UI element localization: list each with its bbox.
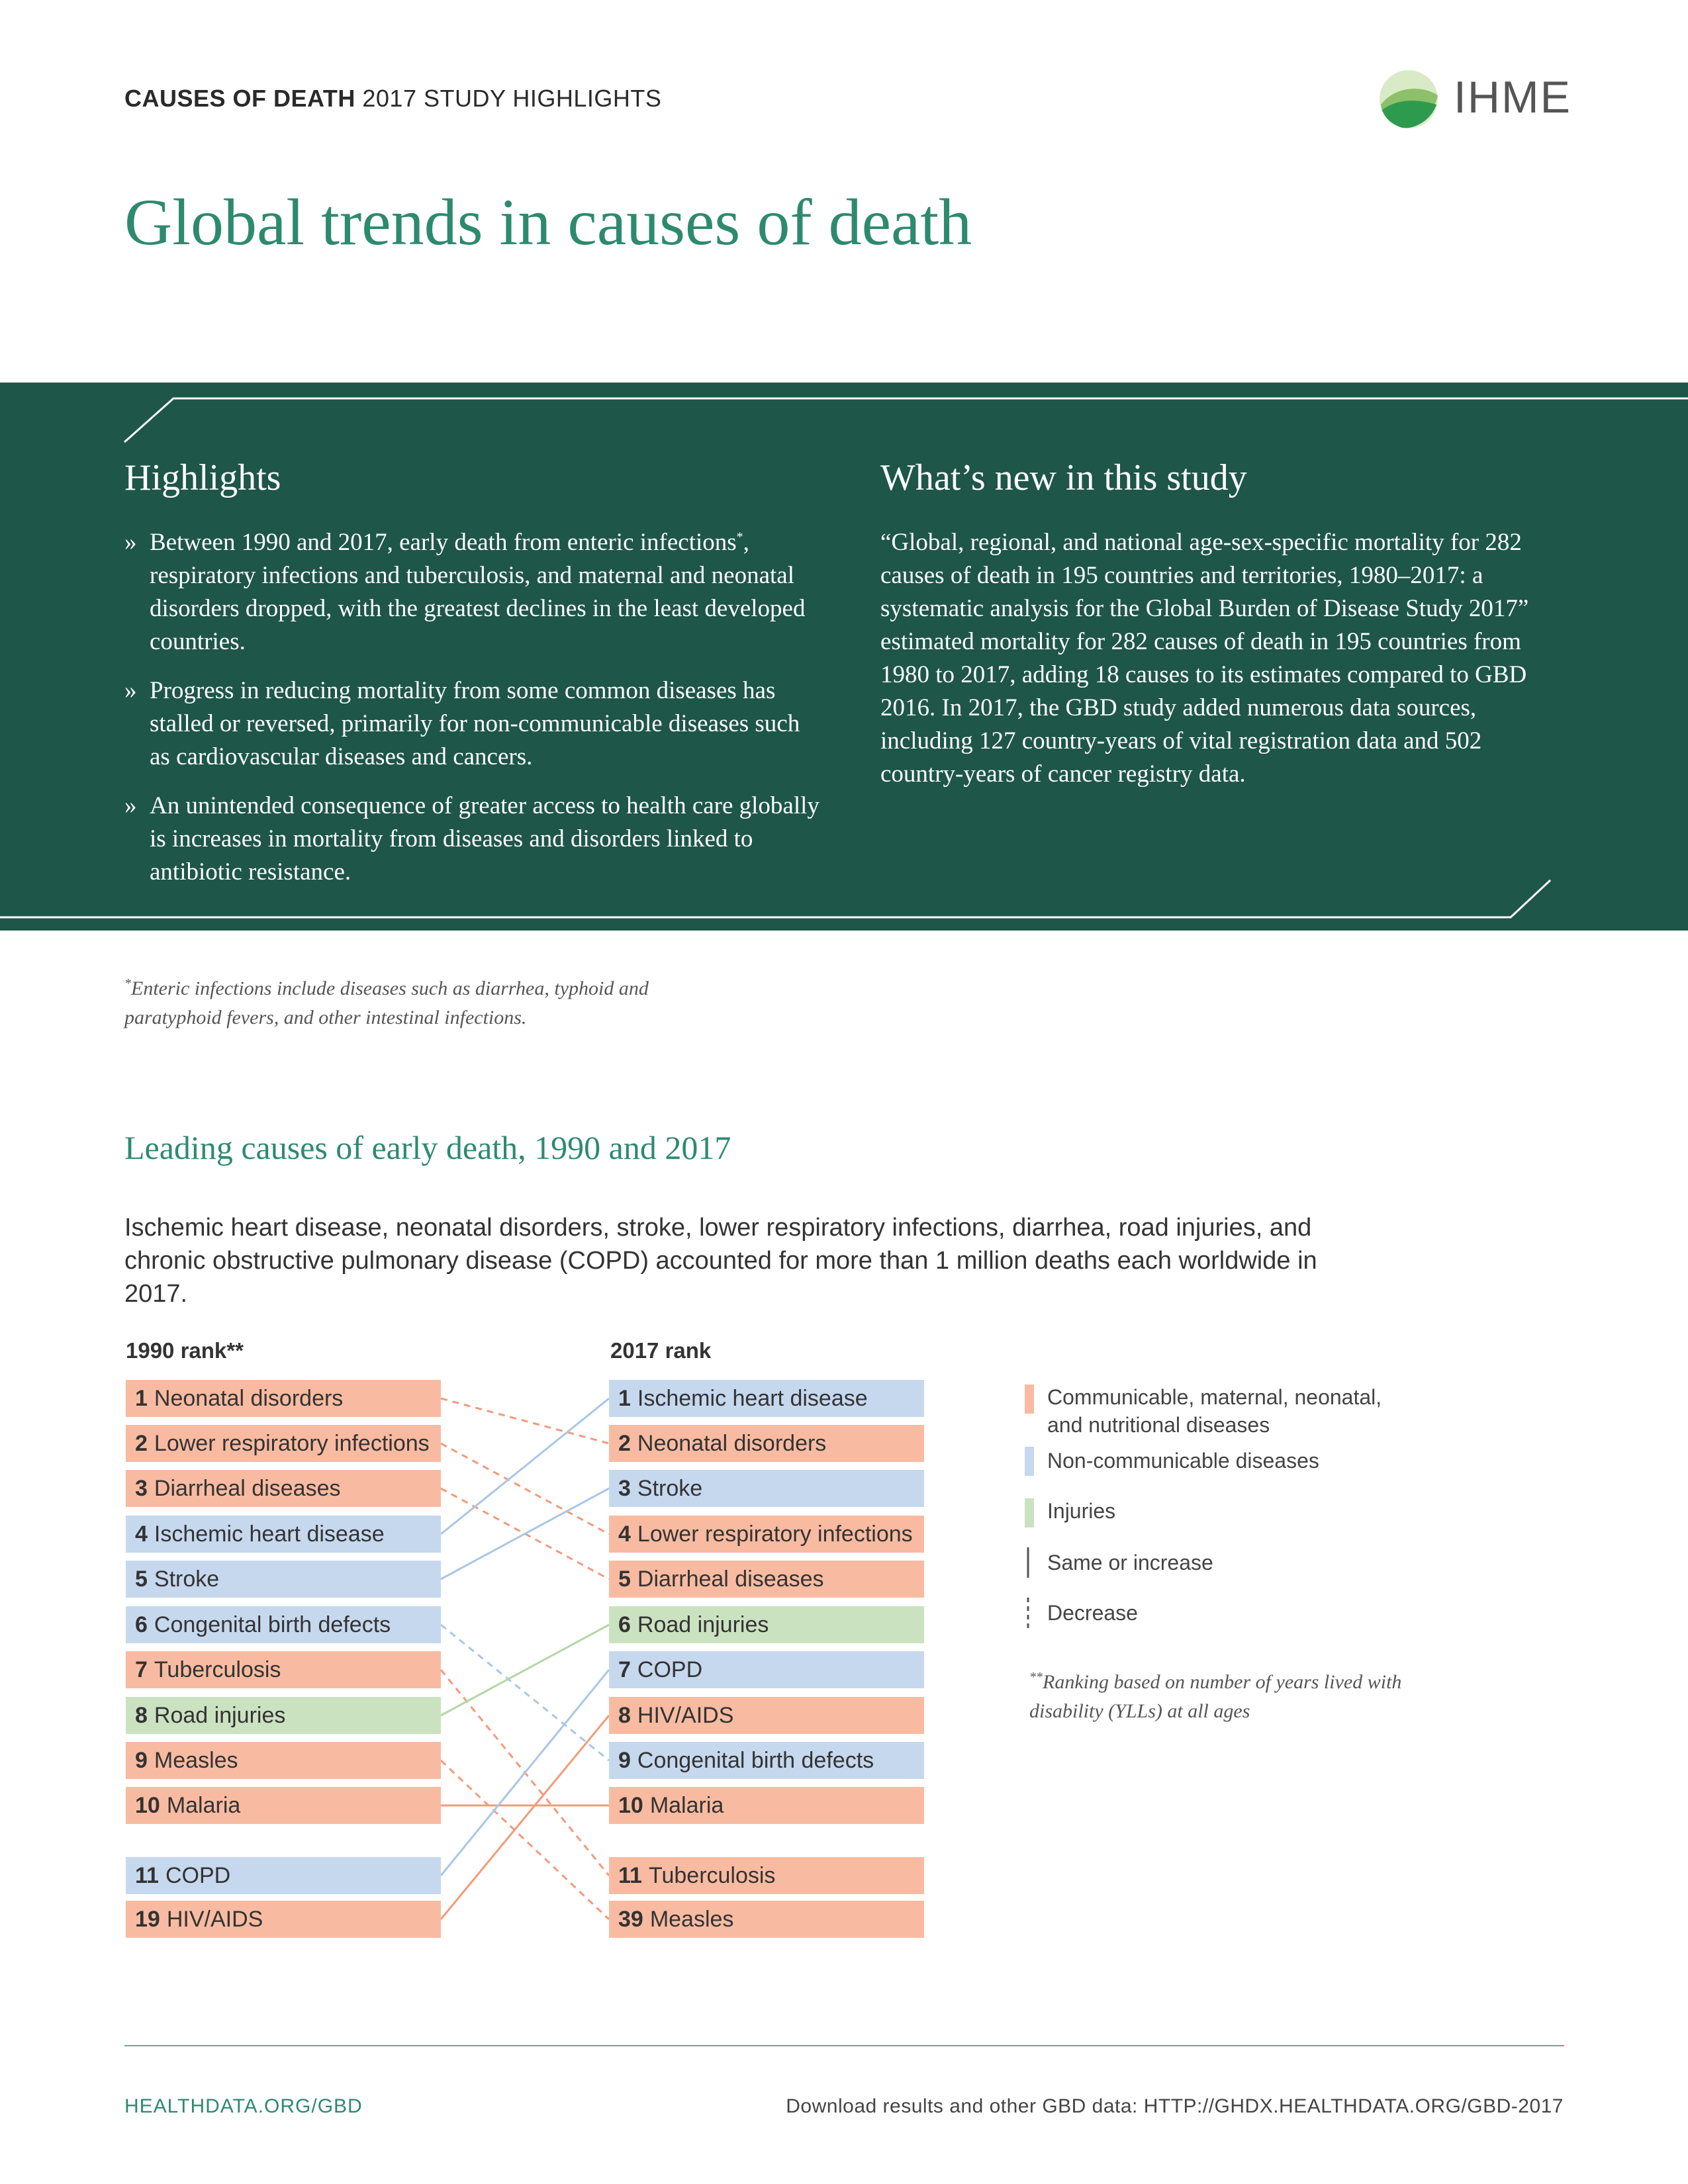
connector-neonatal-disorders [441, 1398, 609, 1443]
connector-congenital-birth-defects [441, 1625, 609, 1760]
rank-box-rank_1990-7 [126, 1651, 441, 1688]
column-header-2017: 2017 rank [610, 1338, 712, 1363]
footer-link-gbd[interactable]: HEALTHDATA.ORG/GBD [124, 2095, 363, 2117]
footer-download-text[interactable]: Download results and other GBD data: HTTP://GHDX.HEALTHDATA.ORG/GBD-2017 [786, 2095, 1564, 2117]
cause-label: Tuberculosis [154, 1657, 281, 1682]
rank-box-rank_1990-6 [126, 1606, 441, 1643]
connector-ischemic-heart-disease [441, 1398, 609, 1534]
cause-label: Lower respiratory infections [637, 1522, 913, 1547]
rank-number: 2 [135, 1431, 148, 1456]
rank-box-rank_2017-11 [609, 1857, 924, 1894]
rank-number: 2 [618, 1431, 631, 1456]
footnote-mark: * [736, 529, 743, 545]
cause-label: COPD [165, 1863, 231, 1888]
rank-number: 5 [618, 1567, 631, 1592]
cause-label: Road injuries [637, 1612, 769, 1637]
rank-number: 39 [618, 1907, 643, 1932]
footnote: *Enteric infections include diseases such as diarrhea, typhoid and paratyphoid fevers, and other intestinal infections. [124, 976, 649, 1028]
rank-box-rank_1990-2 [126, 1425, 441, 1462]
legend-dashed-line-icon [1023, 1598, 1033, 1628]
ranking-note: **Ranking based on number of years lived with disability (YLLs) at all ages [1029, 1670, 1402, 1722]
rank-box-rank_1990-10 [126, 1787, 441, 1824]
rank-box-rank_1990-11 [126, 1857, 441, 1894]
section-title: Leading causes of early death, 1990 and 2017 [124, 1129, 731, 1166]
rank-box-rank_1990-4 [126, 1516, 441, 1553]
cause-label: HIV/AIDS [166, 1907, 263, 1932]
page-title: Global trends in causes of death [124, 185, 972, 259]
rank-box-rank_2017-2 [609, 1425, 924, 1462]
column-header-1990: 1990 rank** [126, 1338, 244, 1363]
rank-box-rank_2017-10 [609, 1787, 924, 1824]
legend-label-communicable: Communicable, maternal, neonatal, and nutritional diseases [1047, 1385, 1382, 1437]
bullet-icon: » [124, 529, 137, 556]
cause-label: COPD [637, 1657, 703, 1682]
series-label: CAUSES OF DEATH 2017 STUDY HIGHLIGHTS [124, 85, 662, 112]
rank-box-rank_1990-9 [126, 1742, 441, 1779]
connector-lower-respiratory-infections [441, 1443, 609, 1534]
rank-number: 3 [135, 1476, 148, 1501]
cause-label: Congenital birth defects [637, 1748, 874, 1773]
rank-number: 3 [618, 1476, 631, 1501]
rank-box-rank_1990-19 [126, 1901, 441, 1938]
cause-label: Tuberculosis [648, 1863, 776, 1888]
rank-number: 4 [618, 1522, 631, 1547]
rank-number: 1 [618, 1386, 631, 1411]
footer-divider [124, 2045, 1564, 2046]
rank-number: 10 [618, 1793, 643, 1818]
bullet-icon: » [124, 677, 137, 704]
cause-label: Ischemic heart disease [637, 1386, 868, 1411]
whats-new-heading: What’s new in this study [880, 457, 1247, 498]
cause-label: Neonatal disorders [154, 1386, 344, 1411]
whats-new-body: “Global, regional, and national age-sex-specific mortality for 282 causes of death in 195 countries and territories, 1980–2017: a systematic analysis for the Global Burden of Disease Study 2017” estimated mortality for 282 causes of death in 195 countries from 1980 to 2017, adding 18 causes to its estimates compared to GBD 2016. In 2017, the GBD study added numerous data sources, including 127 country-years of vital registration data and 502 country-years of cancer registry data. [880, 529, 1529, 788]
rank-box-rank_2017-4 [609, 1516, 924, 1553]
cause-label: Diarrheal diseases [154, 1476, 341, 1501]
highlights-heading: Highlights [124, 457, 281, 498]
rank-number: 7 [135, 1657, 148, 1682]
cause-label: Measles [649, 1907, 734, 1932]
legend-swatch-communicable [1025, 1385, 1034, 1414]
legend-label-ncd: Non-communicable diseases [1047, 1449, 1319, 1473]
legend-label-decrease: Decrease [1047, 1601, 1138, 1625]
rank-box-rank_2017-7 [609, 1651, 924, 1688]
rank-number: 19 [135, 1907, 160, 1932]
connector-hiv-aids [441, 1715, 609, 1919]
cause-label: Ischemic heart disease [154, 1522, 385, 1547]
rank-number: 4 [135, 1522, 148, 1547]
rank-box-rank_1990-8 [126, 1697, 441, 1734]
cause-label: Malaria [649, 1793, 724, 1818]
bullet-icon: » [124, 792, 137, 819]
cause-label: Malaria [166, 1793, 241, 1818]
legend-swatch-ncd [1025, 1447, 1034, 1476]
rank-box-rank_2017-8 [609, 1697, 924, 1734]
cause-label: Measles [154, 1748, 238, 1773]
rank-box-rank_2017-39 [609, 1901, 924, 1938]
rank-box-rank_1990-1 [126, 1380, 441, 1417]
cause-label: Lower respiratory infections [154, 1431, 430, 1456]
rank-number: 10 [135, 1793, 160, 1818]
rank-box-rank_2017-1 [609, 1380, 924, 1417]
rank-box-rank_1990-3 [126, 1470, 441, 1507]
rank-number: 6 [135, 1612, 148, 1637]
rank-number: 1 [135, 1386, 148, 1411]
cause-label: Neonatal disorders [637, 1431, 827, 1456]
rank-box-rank_2017-6 [609, 1606, 924, 1643]
rank-number: 11 [618, 1863, 642, 1888]
rank-number: 5 [135, 1567, 148, 1592]
highlight-item: » Between 1990 and 2017, early death from enteric infections*, respiratory infections and tuberculosis, and maternal and neonatal disorders dropped, with the greatest declines in the least developed countries. [124, 526, 826, 659]
section-intro: Ischemic heart disease, neonatal disorders, stroke, lower respiratory infections, diarrhea, road injuries, and chronic obstructive pulmonary disease (COPD) accounted for more than 1 million deaths each worldwide in 2017. [124, 1214, 1317, 1308]
rank-box-rank_1990-5 [126, 1561, 441, 1598]
logo-wordmark: IHME [1454, 72, 1571, 122]
legend-solid-line-icon [1023, 1547, 1033, 1578]
legend-label-injuries: Injuries [1047, 1499, 1116, 1523]
legend-swatch-injuries [1025, 1498, 1034, 1527]
rank-number: 6 [618, 1612, 631, 1637]
rank-number: 7 [618, 1657, 631, 1682]
rank-number: 8 [618, 1703, 631, 1728]
connector-measles [441, 1760, 609, 1919]
cause-label: Stroke [637, 1476, 703, 1501]
rank-number: 9 [135, 1748, 148, 1773]
rank-box-rank_2017-5 [609, 1561, 924, 1598]
cause-label: Road injuries [154, 1703, 286, 1728]
rank-number: 8 [135, 1703, 148, 1728]
rank-number: 9 [618, 1748, 631, 1773]
rank-box-rank_2017-3 [609, 1470, 924, 1507]
rank-number: 11 [135, 1863, 159, 1888]
cause-label: Stroke [154, 1567, 220, 1592]
highlight-item: » An unintended consequence of greater access to health care globally is increases in mortality from diseases and disorders linked to antibiotic resistance. [124, 790, 826, 889]
highlight-item: » Progress in reducing mortality from some common diseases has stalled or reversed, primarily for non-communicable diseases such as cardiovascular diseases and cancers. [124, 674, 826, 774]
legend-label-same: Same or increase [1047, 1551, 1213, 1574]
cause-label: Congenital birth defects [154, 1612, 391, 1637]
cause-label: HIV/AIDS [637, 1703, 734, 1728]
cause-label: Diarrheal diseases [637, 1567, 824, 1592]
rank-box-rank_2017-9 [609, 1742, 924, 1779]
